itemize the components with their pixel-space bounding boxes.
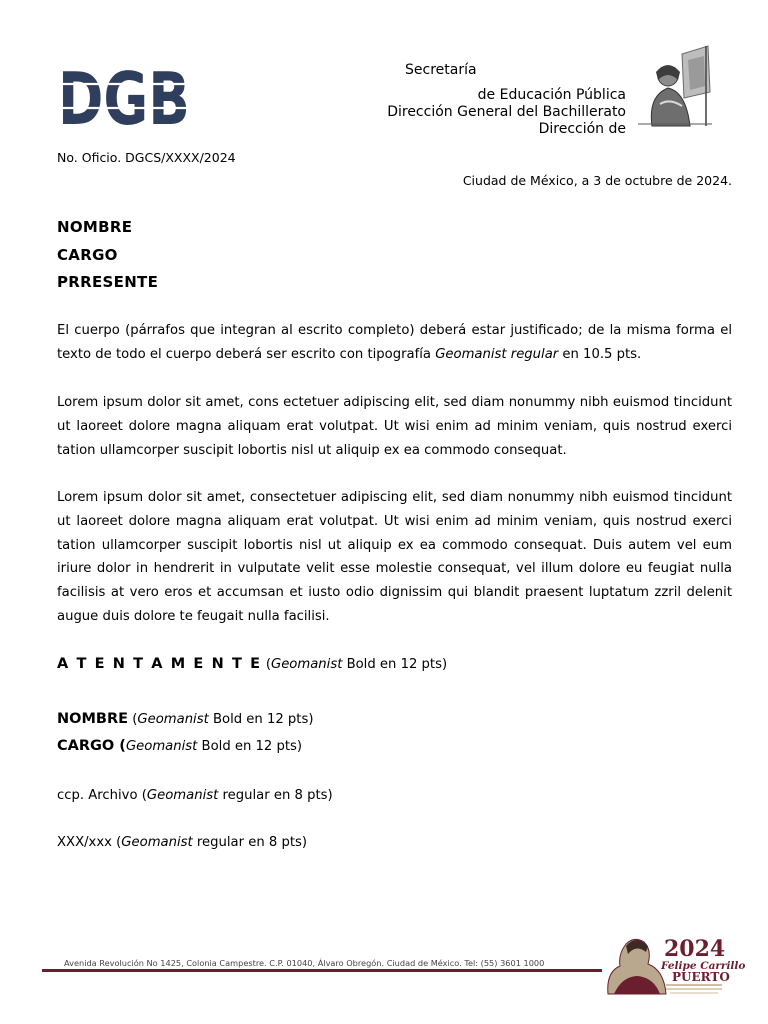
signer-name: NOMBRE [57, 711, 129, 727]
atentamente-note-open: ( [261, 657, 271, 672]
felipe-carrillo-puerto-logo [604, 932, 746, 998]
recipient-block [57, 214, 158, 297]
signer-name-note-rest: Bold en 12 pts) [208, 712, 314, 727]
logo-name: Felipe Carrillo [661, 960, 746, 972]
ccp-line [57, 788, 333, 803]
emblem-image [638, 46, 712, 128]
oficio-number: No. Oficio. DGCS/XXXX/2024 [57, 150, 236, 165]
header-line-sep: de Educación Pública [477, 87, 626, 103]
signer-name-note-italic: Geomanist [137, 712, 209, 727]
footer-divider [42, 969, 602, 972]
body-paragraph-3: Lorem ipsum dolor sit amet, consectetuer adipiscing elit, sed diam nonummy nibh euismod tincidunt ut laoreet dolore magna aliquam erat volutpat. Ut wisi enim ad minim veniam, quis nostrud exerci tation ullamcorper suscipit lobortis nisl ut aliquip ex ea commodo consequat. Duis autem vel eum iriure dolor in hendrerit in vulputate velit esse molestie consequat, vel illum dolore eu feugiat nulla facilisis at vero eros et accumsan et iusto odio dignissim qui blandit praesent luptatum zzril delenit augue duis dolore te feugait nulla facilisi. [57, 490, 732, 624]
ccp-label: ccp. Archivo ( [57, 788, 147, 803]
header-line-secretaria: Secretaría [405, 62, 477, 78]
logo-surname: PUERTO [672, 970, 730, 984]
initials-line [57, 835, 307, 850]
ccp-rest: regular en 8 pts) [218, 788, 333, 803]
header-line-direccion: Dirección de [538, 121, 626, 137]
body-p1-end: en 10.5 pts. [558, 346, 642, 362]
date-line: Ciudad de México, a 3 de octubre de 2024. [462, 173, 732, 188]
body-p1-italic: Geomanist regular [435, 346, 559, 362]
body-paragraph-2: Lorem ipsum dolor sit amet, cons ectetuer adipiscing elit, sed diam nonummy nibh euismod tincidunt ut laoreet dolore magna aliquam erat volutpat. Ut wisi enim ad minim veniam, quis nostrud exerci tation ullamcorper suscipit lobortis nisl ut aliquip ex ea commodo consequat. [57, 395, 732, 458]
closing-atentamente [57, 656, 447, 672]
body-paragraph-1 [57, 319, 732, 367]
recipient-name: NOMBRE [57, 218, 133, 236]
ccp-italic: Geomanist [146, 788, 219, 803]
signer-position-note-italic: Geomanist [125, 739, 198, 754]
signer-position-line [57, 738, 302, 754]
footer-address: Avenida Revolución No 1425, Colonia Campestre. C.P. 01040, Álvaro Obregón. Ciudad de México. Tel: (55) 3601 1000 [64, 958, 545, 968]
atentamente-label: A T E N T A M E N T E [57, 656, 262, 672]
signer-name-line [57, 711, 314, 727]
initials-rest: regular en 8 pts) [192, 835, 308, 850]
initials-italic: Geomanist [121, 835, 193, 850]
signer-position-note-rest: Bold en 12 pts) [197, 739, 303, 754]
atentamente-note-rest: Bold en 12 pts) [342, 657, 448, 672]
dgb-logo-text: DGB [58, 57, 190, 141]
recipient-presente: PRRESENTE [57, 273, 159, 291]
dgb-logo [58, 57, 192, 141]
atentamente-note-italic: Geomanist [270, 657, 343, 672]
initials-label: XXX/xxx ( [57, 835, 122, 850]
logo-year: 2024 [664, 936, 726, 962]
signer-name-note-open: ( [128, 712, 138, 727]
signer-position: CARGO ( [57, 738, 126, 754]
body-p1-text: El cuerpo (párrafos que integran al escrito completo) deberá estar justificado; de la misma forma el texto de todo el cuerpo deberá ser escrito con tipografía [57, 323, 732, 362]
recipient-position: CARGO [57, 245, 118, 264]
header-line-dgb: Dirección General del Bachillerato [387, 104, 626, 120]
